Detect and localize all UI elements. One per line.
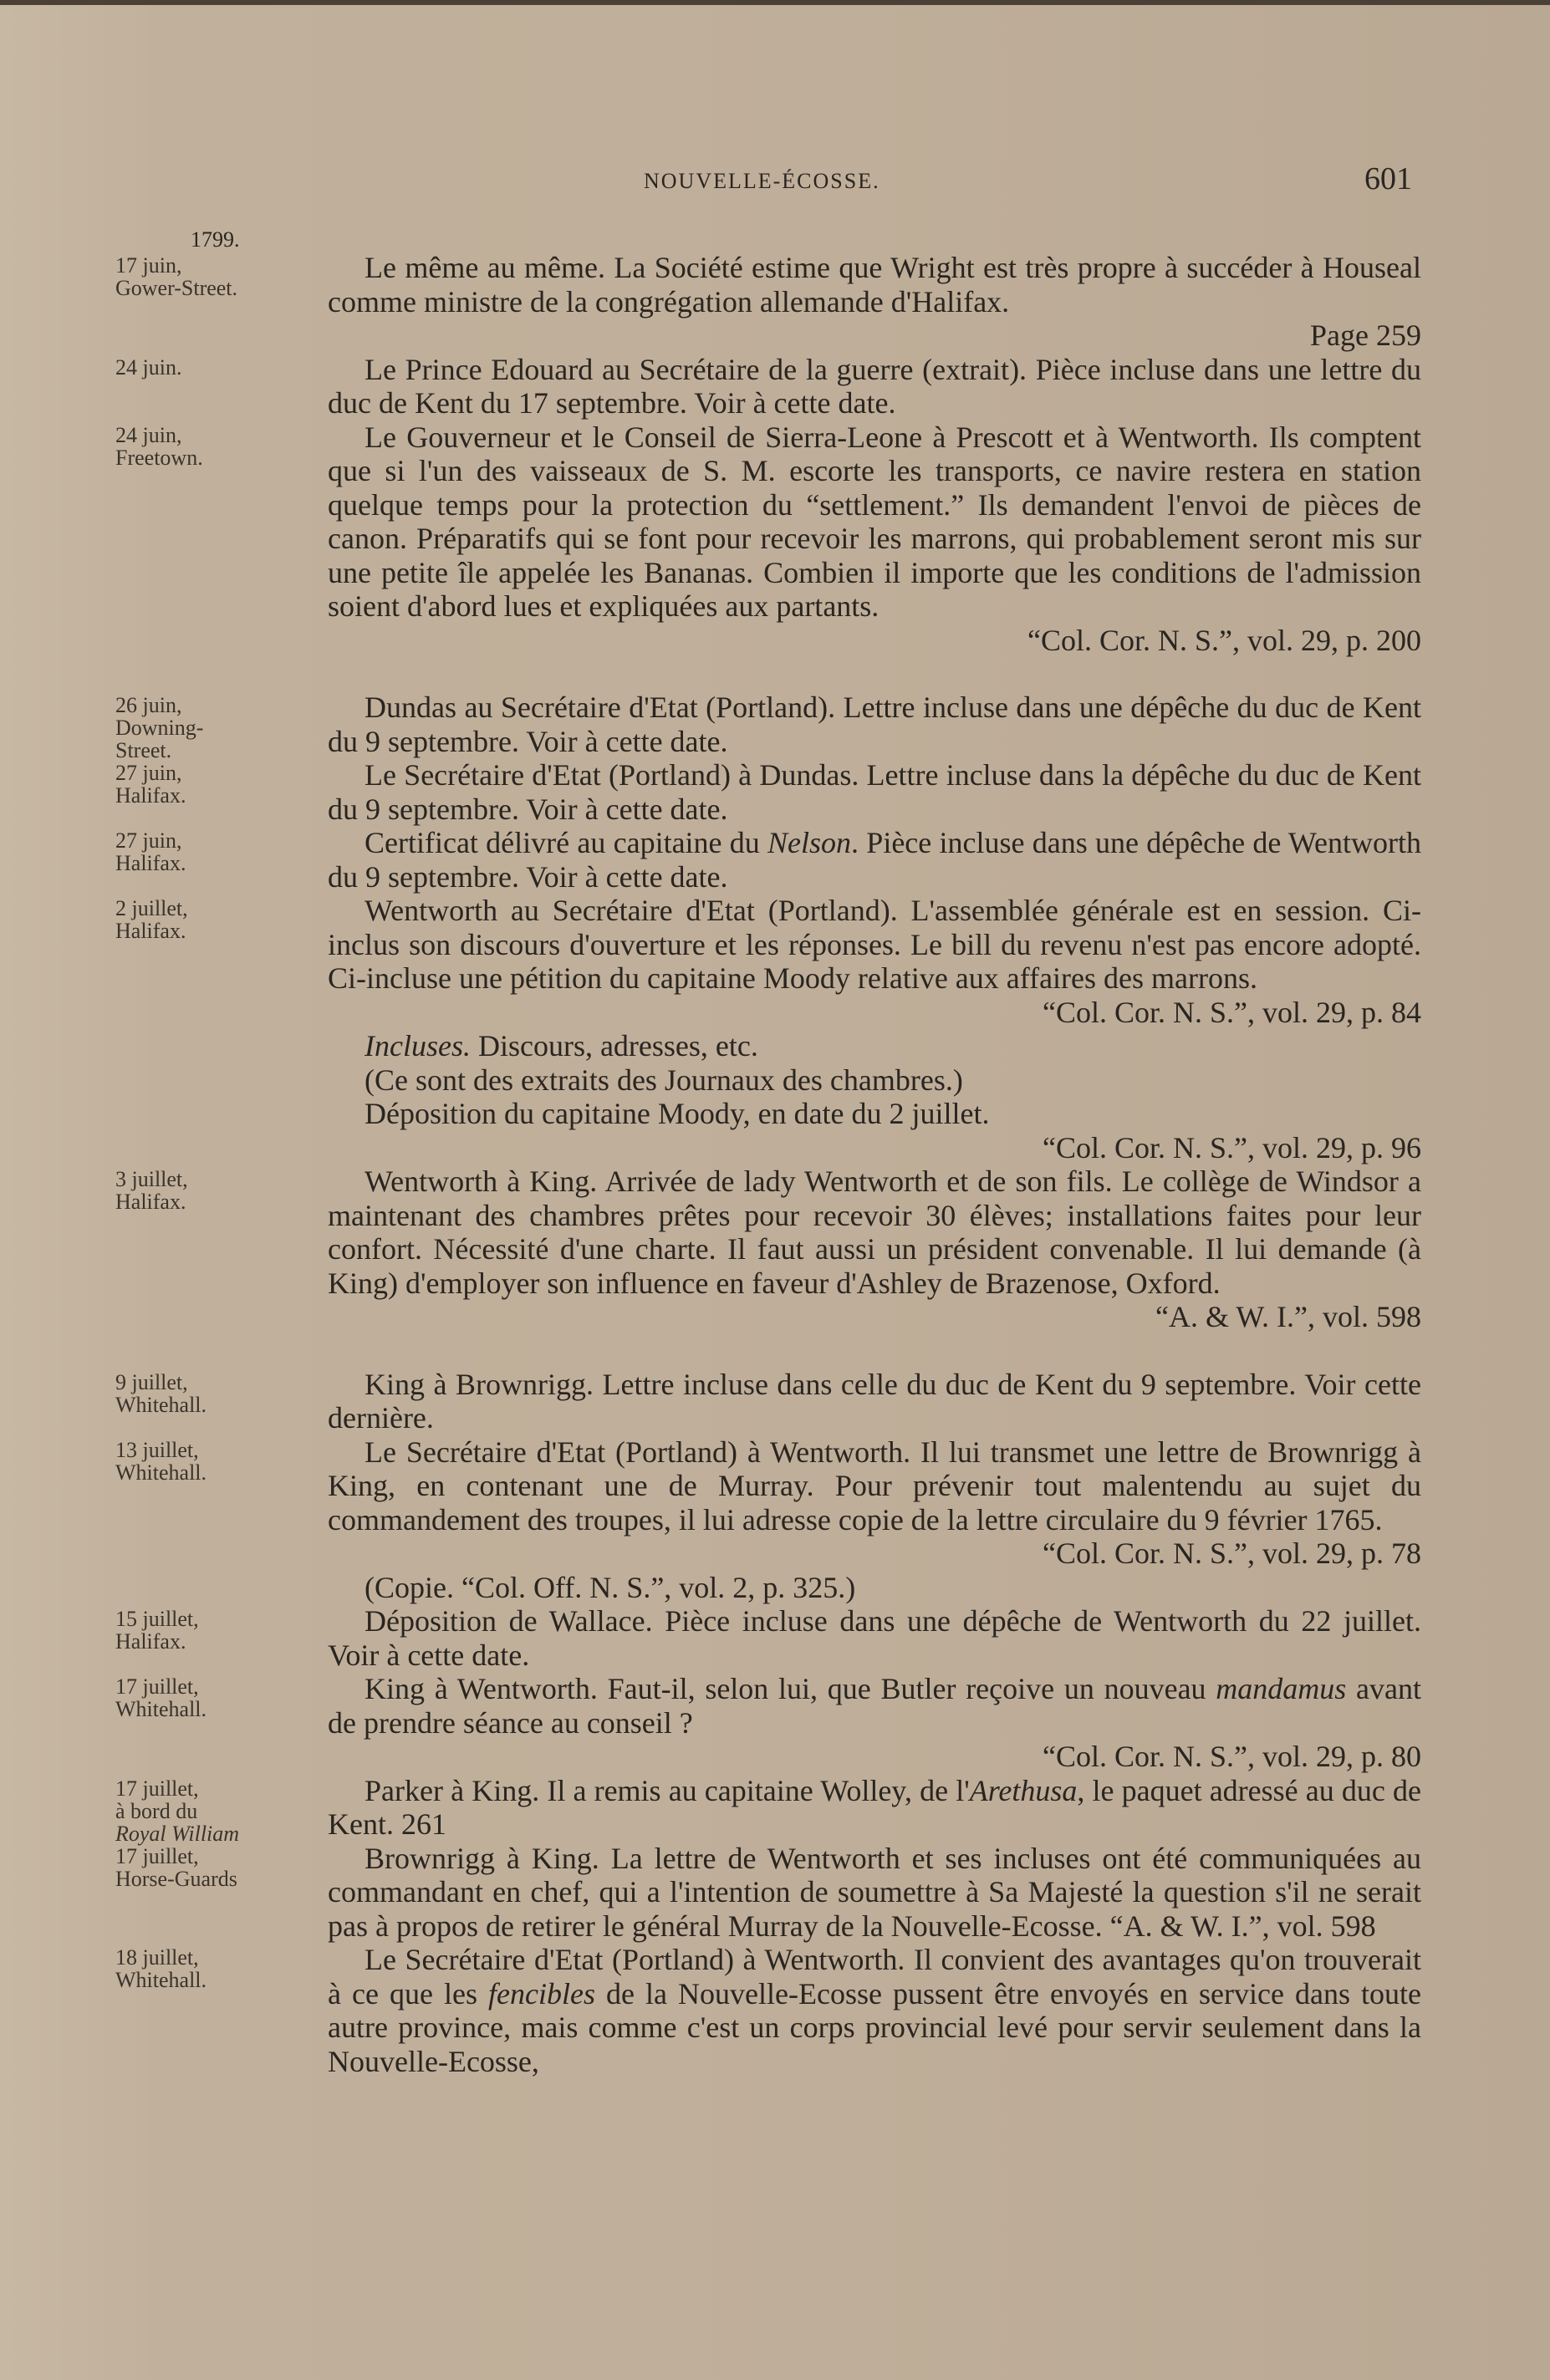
- entry-date-line: Whitehall.: [115, 1968, 207, 1992]
- entry-paragraph: Le Gouverneur et le Conseil de Sierra-Leone à Prescott et à Wentworth. Ils comptent que si l'un des vaisseaux de S. M. escorte les transports, ce navire restera en station quelque temps pour la protection du “settlement.” Ils demandent l'envoi de pièces de canon. Préparatifs qui se font pour recevoir les marrons, qui probablement seront mis sur une petite île appelée les Bananas. Combien il importe que les conditions de l'admission soient d'abord lues et expliquées aux partants.: [328, 420, 1421, 623]
- entry-date-line: Whitehall.: [115, 1392, 207, 1417]
- entry-date: [115, 762, 316, 807]
- entry-text: [328, 1774, 1421, 1842]
- entry-date-line: Freetown.: [115, 445, 203, 470]
- entry-paragraph: Dundas au Secrétaire d'Etat (Portland). Lettre incluse dans une dépêche du duc de Kent du 9 septembre. Voir à cette date.: [328, 691, 1421, 758]
- entry-date-line: à bord du: [115, 1798, 198, 1823]
- calendar-entry: [0, 758, 1550, 826]
- entry-date: [115, 1675, 316, 1720]
- entry-date-line: 24 juin.: [115, 354, 182, 380]
- calendar-entry: [0, 1842, 1550, 1944]
- entry-date: [115, 356, 316, 379]
- entry-paragraph: Le Secrétaire d'Etat (Portland) à Wentworth. Il lui transmet une lettre de Brownrigg à King, en contenant une de Murray. Pour prévenir tout malentendu au sujet du commandement des troupes, il lui adresse copie de la lettre circulaire du 9 février 1765.: [328, 1435, 1421, 1537]
- entry-date-line: Whitehall.: [115, 1460, 207, 1485]
- entry-date: [115, 829, 316, 874]
- entry-text: [328, 1165, 1421, 1334]
- entry-citation: “Col. Cor. N. S.”, vol. 29, p. 80: [1042, 1740, 1421, 1773]
- entry-citation: “A. & W. I.”, vol. 598: [1155, 1300, 1421, 1333]
- entry-text: [328, 251, 1421, 353]
- entry-date: [115, 1371, 316, 1416]
- calendar-entry: [0, 894, 1550, 1165]
- entry-date: [115, 1946, 316, 1991]
- entry-date-line: Halifax.: [115, 851, 186, 875]
- entry-citation: Page 259: [1310, 319, 1421, 352]
- entry-citation: “Col. Cor. N. S.”, vol. 29, p. 96: [1042, 1130, 1421, 1165]
- entry-paragraph: (Copie. “Col. Off. N. S.”, vol. 2, p. 325.): [365, 1570, 856, 1604]
- entry-date-line: 27 juin,: [115, 828, 182, 853]
- calendar-entry: [0, 1604, 1550, 1672]
- entry-date-line: Gower-Street.: [115, 276, 238, 300]
- entry-text: [328, 1604, 1421, 1672]
- page-top-edge: [0, 0, 1550, 5]
- entry-date: [115, 897, 316, 942]
- calendar-entry: [0, 420, 1550, 658]
- entry-date-line: 17 juillet,: [115, 1674, 199, 1699]
- entry-text: [328, 353, 1421, 420]
- entry-paragraph: King à Brownrigg. Lettre incluse dans celle du duc de Kent du 9 septembre. Voir cette dernière.: [328, 1367, 1421, 1435]
- entry-date-line: 15 juillet,: [115, 1607, 199, 1631]
- entry-spacer: [0, 657, 1550, 691]
- entry-date-line: Halifax.: [115, 1629, 186, 1654]
- entry-paragraph: Incluses. Discours, adresses, etc.: [365, 1029, 758, 1063]
- entry-date-line: Horse-Guards: [115, 1866, 237, 1891]
- entry-date-line: 17 juillet,: [115, 1776, 199, 1801]
- entry-paragraph: King à Wentworth. Faut-il, selon lui, que Butler reçoive un nouveau mandamus avant de prendre séance au conseil ?: [328, 1672, 1421, 1740]
- entry-date-line: Downing-: [115, 716, 204, 740]
- entry-paragraph: Le Secrétaire d'Etat (Portland) à Wentworth. Il convient des avantages qu'on trouverait à ce que les fencibles de la Nouvelle-Ecosse pussent être envoyés en service dans toute autre province, mais comme c'est un corps provincial levé pour servir seulement dans la Nouvelle-Ecosse,: [328, 1943, 1422, 2078]
- calendar-entry: [0, 1773, 1550, 1846]
- entry-date: [115, 1608, 316, 1653]
- entry-date-line: 17 juin,: [115, 253, 182, 278]
- entry-text: [328, 1672, 1421, 1774]
- entry-paragraph: Déposition du capitaine Moody, en date du 2 juillet.: [365, 1097, 990, 1130]
- entry-paragraph: Le même au même. La Société estime que Wright est très propre à succéder à Houseal comme ministre de la congrégation allemande d'Halifax.: [328, 251, 1421, 319]
- entry-date: [115, 1777, 316, 1845]
- entry-paragraph: (Ce sont des extraits des Journaux des chambres.): [365, 1063, 963, 1097]
- calendar-entry: [0, 1435, 1550, 1605]
- entry-date: [115, 1168, 316, 1213]
- entry-paragraph: Le Prince Edouard au Secrétaire de la guerre (extrait). Pièce incluse dans une lettre du duc de Kent du 17 septembre. Voir à cette date.: [328, 352, 1421, 420]
- entry-paragraph: Parker à King. Il a remis au capitaine Wolley, de l'Arethusa, le paquet adressé au duc de Kent. 261: [328, 1773, 1421, 1841]
- page-header: [0, 161, 1550, 202]
- entry-date-line: Halifax.: [115, 919, 186, 943]
- entry-date-line: Street.: [115, 738, 172, 762]
- entry-spacer: [0, 1334, 1550, 1368]
- entry-paragraph: Wentworth à King. Arrivée de lady Wentworth et de son fils. Le collège de Windsor a maintenant des chambres prêtes pour recevoir 30 élèves; installations faites pour leur confort. Nécessité d'une charte. Il faut aussi un président convenable. Il lui demande (à King) d'employer son influence en faveur d'Ashley de Brazenose, Oxford.: [328, 1165, 1421, 1300]
- entry-date-line: Halifax.: [115, 783, 186, 808]
- entry-date-line: 17 juillet,: [115, 1843, 199, 1868]
- calendar-entry: [0, 1368, 1550, 1435]
- entry-text: [328, 1368, 1421, 1435]
- entry-text: [328, 1842, 1421, 1944]
- entry-paragraph: Certificat délivré au capitaine du Nelson. Pièce incluse dans une dépêche de Wentworth du 9 septembre. Voir à cette date.: [328, 826, 1421, 894]
- entry-paragraph: Brownrigg à King. La lettre de Wentworth et ses incluses ont été communiquées au commandant en chef, qui a l'intention de soumettre à Sa Majesté la question s'il ne serait pas à propos de retirer le général Murray de la Nouvelle-Ecosse. “A. & W. I.”, vol. 598: [328, 1841, 1421, 1943]
- calendar-entry: [0, 353, 1550, 420]
- entry-date: [115, 424, 316, 469]
- calendar-entry: [0, 826, 1550, 894]
- entry-paragraph: Déposition de Wallace. Pièce incluse dans une dépêche de Wentworth du 22 juillet. Voir à cette date.: [328, 1604, 1421, 1672]
- calendar-entry: [0, 1943, 1550, 2078]
- entry-date-line: 3 juillet,: [115, 1167, 188, 1191]
- entry-text: [328, 758, 1421, 826]
- running-title: NOUVELLE-ÉCOSSE.: [644, 169, 880, 193]
- calendar-entries: [0, 251, 1550, 2078]
- entry-paragraph: Wentworth au Secrétaire d'Etat (Portland). L'assemblée générale est en session. Ci-inclus son discours d'ouverture et les réponses. Le bill du revenu n'est pas encore adopté. Ci-incluse une pétition du capitaine Moody relative aux affaires des marrons.: [328, 894, 1421, 995]
- entry-date-line: 18 juillet,: [115, 1945, 199, 1970]
- entry-date-line: 13 juillet,: [115, 1437, 199, 1462]
- entry-text: [328, 826, 1421, 894]
- entry-date: [115, 254, 316, 299]
- entry-date: [115, 694, 316, 762]
- entry-text: [328, 691, 1421, 758]
- entry-paragraph: Le Secrétaire d'Etat (Portland) à Dundas. Lettre incluse dans la dépêche du duc de Kent du 9 septembre. Voir à cette date.: [328, 758, 1421, 826]
- entry-citation: “Col. Cor. N. S.”, vol. 29, p. 78: [1042, 1537, 1421, 1570]
- entry-text: [328, 1943, 1421, 2078]
- calendar-entry: [0, 1672, 1550, 1774]
- entry-date-line: Halifax.: [115, 1190, 186, 1214]
- entry-date-line: 24 juin,: [115, 422, 182, 447]
- entry-date-line: 2 juillet,: [115, 896, 188, 920]
- page-number: 601: [1364, 161, 1412, 196]
- entry-citation: “Col. Cor. N. S.”, vol. 29, p. 200: [1027, 623, 1421, 657]
- entry-date-line: 26 juin,: [115, 693, 182, 717]
- entry-text: [328, 894, 1421, 1165]
- entry-date-line: 27 juin,: [115, 761, 182, 785]
- entry-date-line: Royal William: [115, 1821, 240, 1846]
- entry-citation: “Col. Cor. N. S.”, vol. 29, p. 84: [1042, 995, 1421, 1029]
- entry-date-line: Whitehall.: [115, 1697, 207, 1721]
- calendar-entry: [0, 251, 1550, 353]
- entry-text: [328, 420, 1421, 658]
- calendar-entry: [0, 1165, 1550, 1334]
- calendar-entry: [0, 691, 1550, 762]
- year-label: 1799.: [191, 227, 240, 252]
- entry-date: [115, 1439, 316, 1484]
- entry-date: [115, 1845, 316, 1890]
- entry-text: [328, 1435, 1421, 1605]
- entry-date-line: 9 juillet,: [115, 1369, 188, 1394]
